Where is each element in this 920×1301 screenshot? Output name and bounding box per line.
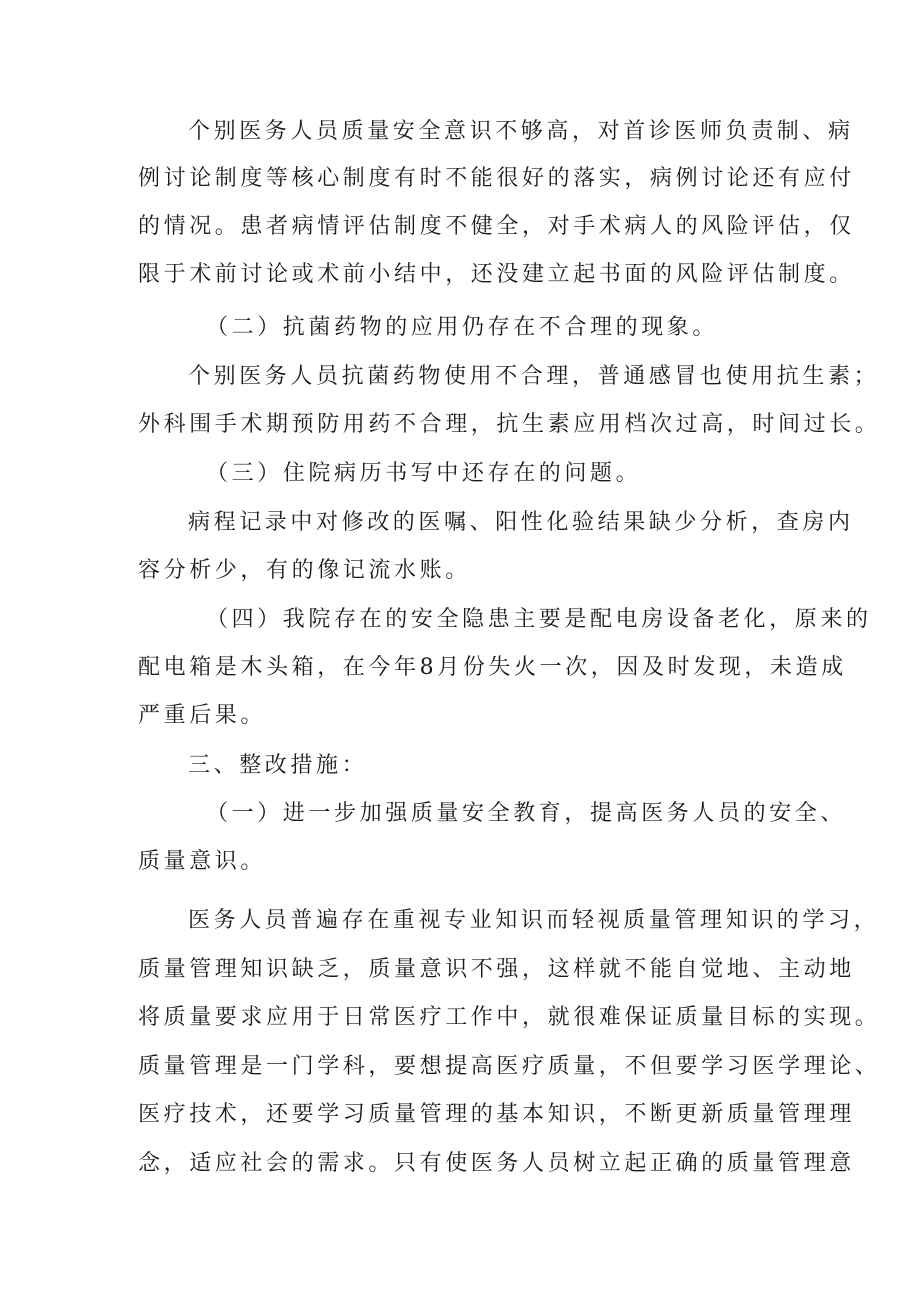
section-heading: （一）进一步加强质量安全教育，提高医务人员的安全、 xyxy=(206,801,847,826)
text-line: 严重后果。 xyxy=(138,703,267,728)
text-line: 限于术前讨论或术前小结中，还没建立起书面的风险评估制度。 xyxy=(138,262,855,287)
text-line: 念，适应社会的需求。只有使医务人员树立起正确的质量管理意 xyxy=(138,1151,855,1176)
text-line: 医务人员普遍存在重视专业知识而轻视质量管理知识的学习， xyxy=(188,908,880,933)
text-line: 容分析少，有的像记流水账。 xyxy=(138,558,471,583)
text-line: 医疗技术，还要学习质量管理的基本知识，不断更新质量管理理 xyxy=(138,1102,855,1127)
text-line: 配电箱是木头箱，在今年8月份失火一次，因及时发现，未造成 xyxy=(138,655,847,680)
text-line: 的情况。患者病情评估制度不健全，对手术病人的风险评估，仅 xyxy=(138,214,855,239)
text-line: 质量管理是一门学科，要想提高医疗质量，不但要学习医学理论、 xyxy=(138,1054,881,1079)
text-line: 病程记录中对修改的医嘱、阳性化验结果缺少分析，查房内 xyxy=(188,510,854,535)
section-heading: （二）抗菌药物的应用仍存在不合理的现象。 xyxy=(206,315,719,340)
text-line: 例讨论制度等核心制度有时不能很好的落实，病例讨论还有应付 xyxy=(138,166,855,191)
text-line: 将质量要求应用于日常医疗工作中，就很难保证质量目标的实现。 xyxy=(138,1005,881,1030)
text-line: 外科围手术期预防用药不合理，抗生素应用档次过高，时间过长。 xyxy=(138,412,881,437)
text-line: 个别医务人员抗菌药物使用不合理，普通感冒也使用抗生素； xyxy=(188,364,880,389)
section-heading: 质量意识。 xyxy=(138,849,267,874)
section-heading: （三）住院病历书写中还存在的问题。 xyxy=(206,461,642,486)
text-line: 个别医务人员质量安全意识不够高，对首诊医师负责制、病 xyxy=(188,119,854,144)
text-line: （四）我院存在的安全隐患主要是配电房设备老化，原来的 xyxy=(206,607,872,632)
section-heading: 三、整改措施： xyxy=(188,753,368,778)
text-line: 质量管理知识缺乏，质量意识不强，这样就不能自觉地、主动地 xyxy=(138,957,855,982)
